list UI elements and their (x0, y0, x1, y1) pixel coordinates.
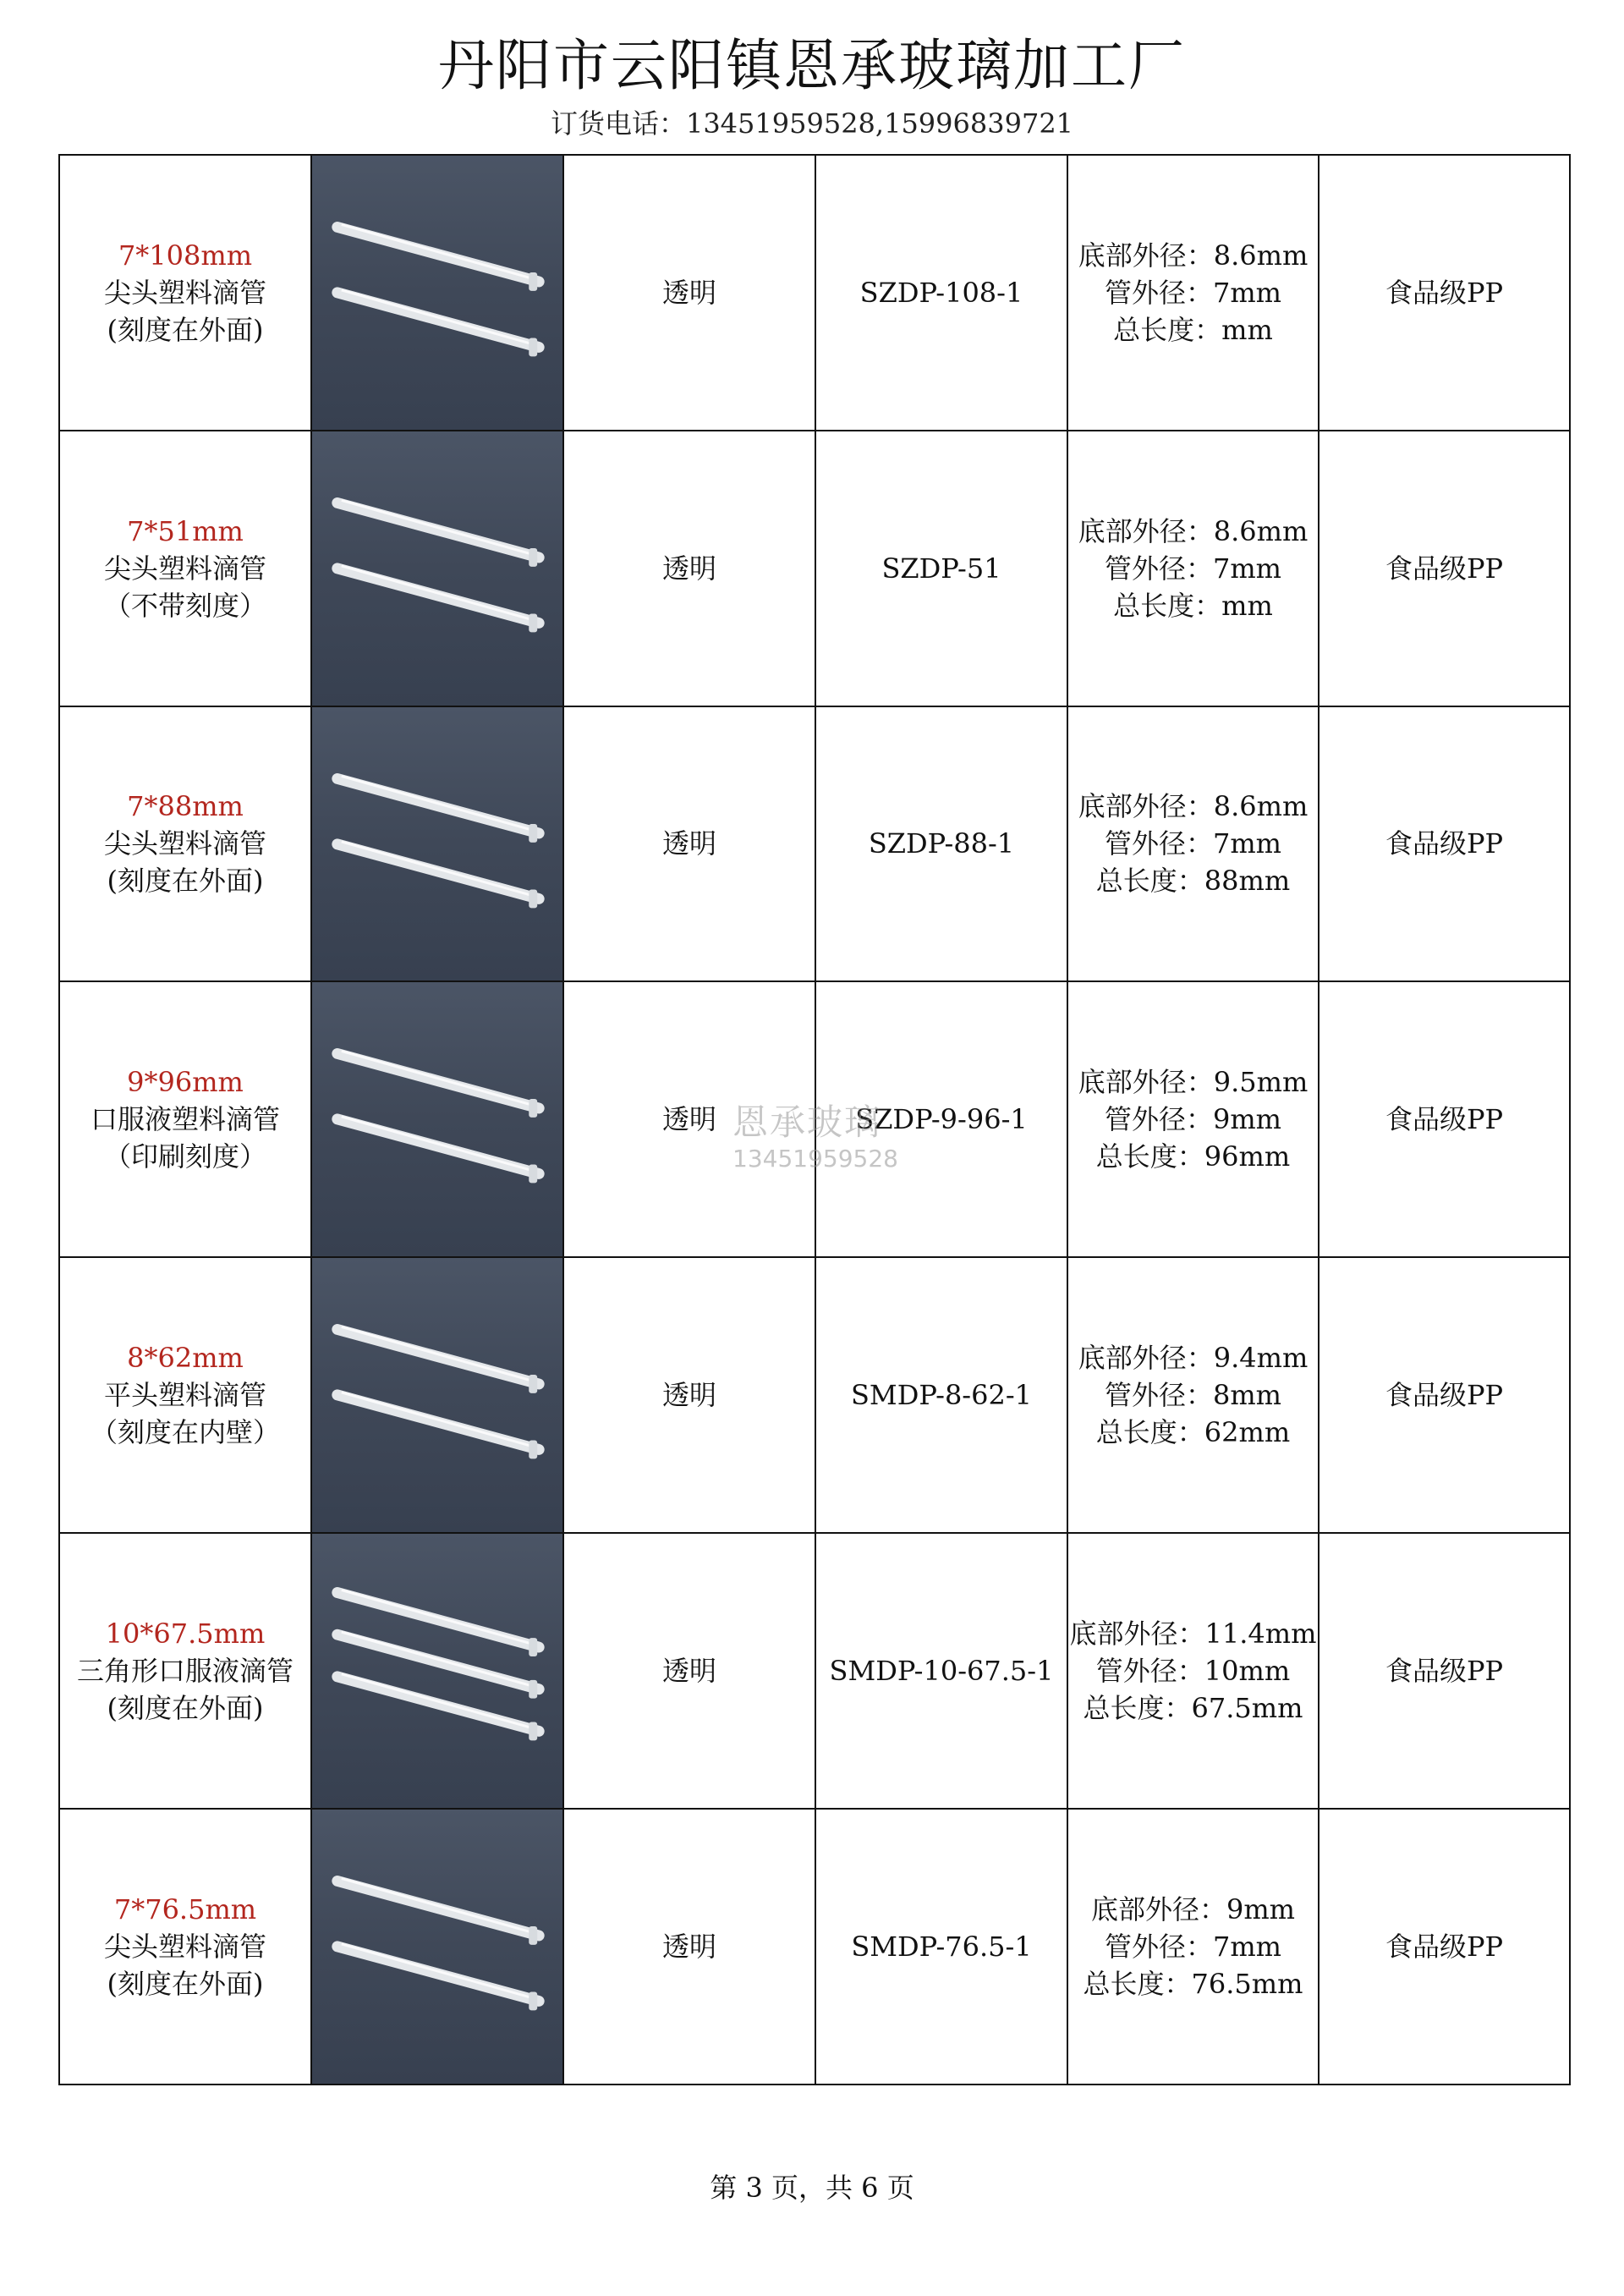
product-note: （刻度在内壁） (90, 1416, 280, 1449)
material-cell: 食品级PP (1319, 1533, 1570, 1809)
dropper-tube (337, 1944, 539, 2010)
dropper-tube (337, 500, 539, 566)
spec-line: 底部外径：9.5mm (1078, 1066, 1309, 1099)
product-name: 尖头塑料滴管 (103, 276, 266, 309)
spec-line: 总长度：96mm (1095, 1140, 1291, 1173)
spec-line: 总长度：67.5mm (1083, 1691, 1303, 1724)
material-cell: 食品级PP (1319, 1257, 1570, 1533)
product-note: （不带刻度） (103, 589, 266, 622)
dropper-tube (337, 1392, 539, 1458)
spec-line: 底部外径：9.4mm (1078, 1342, 1309, 1375)
product-name-cell (59, 1257, 311, 1533)
dropper-tube (337, 1878, 539, 1944)
color-cell: 透明 (563, 1533, 815, 1809)
dropper-tube (337, 1327, 539, 1393)
spec-line: 管外径：9mm (1104, 1103, 1282, 1136)
product-size: 7*51mm (127, 514, 244, 547)
material-cell: 食品级PP (1319, 431, 1570, 706)
table-row (59, 1809, 1570, 2085)
model-code-cell: SMDP-10-67.5-1 (815, 1533, 1067, 1809)
dropper-tube (337, 776, 539, 842)
product-size: 7*88mm (127, 790, 244, 823)
product-size: 8*62mm (127, 1342, 244, 1375)
model-code-cell: SMDP-76.5-1 (815, 1809, 1067, 2085)
spec-line: 总长度：62mm (1095, 1416, 1291, 1449)
product-name-cell (59, 1533, 311, 1809)
dropper-tube (337, 566, 539, 632)
spec-line: 管外径：7mm (1104, 827, 1282, 860)
spec-line: 总长度：76.5mm (1083, 1967, 1303, 2000)
table-row (59, 981, 1570, 1257)
spec-line: 底部外径：9mm (1090, 1892, 1296, 1925)
order-phone: 订货电话：13451959528,15996839721 (550, 107, 1074, 140)
table-row (59, 1533, 1570, 1809)
spec-line: 管外径：8mm (1104, 1379, 1282, 1412)
model-code-cell: SZDP-88-1 (815, 706, 1067, 982)
spec-line: 总长度：88mm (1095, 865, 1291, 898)
model-code-cell: SZDP-51 (815, 431, 1067, 706)
material-cell: 食品级PP (1319, 981, 1570, 1257)
color-cell: 透明 (563, 981, 815, 1257)
watermark-phone: 13451959528 (732, 1145, 898, 1173)
product-note: (刻度在外面) (107, 313, 264, 346)
dropper-tube (337, 290, 539, 356)
color-cell: 透明 (563, 1809, 815, 2085)
spec-cell (1067, 1809, 1319, 2085)
product-note: (刻度在外面) (107, 1967, 264, 2000)
model-code-cell: SMDP-8-62-1 (815, 1257, 1067, 1533)
spec-line: 总长度：mm (1113, 589, 1273, 622)
spec-cell (1067, 981, 1319, 1257)
product-photo (311, 1257, 563, 1533)
product-photo (311, 431, 563, 706)
table-row (59, 706, 1570, 982)
spec-line: 总长度：mm (1113, 313, 1273, 346)
product-name: 尖头塑料滴管 (103, 1930, 266, 1963)
dropper-tube (337, 842, 539, 908)
product-size: 9*96mm (127, 1066, 244, 1099)
spec-cell (1067, 1257, 1319, 1533)
spec-cell (1067, 706, 1319, 982)
product-size: 7*108mm (118, 239, 253, 272)
product-size: 10*67.5mm (105, 1617, 266, 1650)
color-cell: 透明 (563, 431, 815, 706)
product-photo (311, 155, 563, 431)
product-name: 平头塑料滴管 (103, 1379, 266, 1412)
color-cell: 透明 (563, 706, 815, 982)
spec-line: 底部外径：8.6mm (1078, 790, 1309, 823)
product-name-cell (59, 431, 311, 706)
spec-line: 底部外径：8.6mm (1078, 514, 1309, 547)
dropper-tube (337, 224, 539, 290)
product-size: 7*76.5mm (113, 1892, 257, 1925)
product-name-cell (59, 981, 311, 1257)
table-row (59, 1257, 1570, 1533)
color-cell: 透明 (563, 155, 815, 431)
product-name-cell (59, 155, 311, 431)
spec-line: 底部外径：8.6mm (1078, 239, 1309, 272)
product-note: （印刷刻度） (103, 1140, 266, 1173)
product-name: 口服液塑料滴管 (90, 1103, 280, 1136)
dropper-tube (337, 1052, 539, 1118)
material-cell: 食品级PP (1319, 1809, 1570, 2085)
product-photo (311, 981, 563, 1257)
table-row (59, 155, 1570, 431)
page-title: 丹阳市云阳镇恩承玻璃加工厂 (438, 33, 1186, 98)
spec-line: 底部外径：11.4mm (1069, 1617, 1317, 1650)
spec-line: 管外径：7mm (1104, 276, 1282, 309)
product-name: 尖头塑料滴管 (103, 827, 266, 860)
spec-line: 管外径：10mm (1095, 1654, 1291, 1687)
color-cell: 透明 (563, 1257, 815, 1533)
watermark-brand: 恩承玻璃 (732, 1101, 882, 1143)
material-cell: 食品级PP (1319, 706, 1570, 982)
spec-cell (1067, 155, 1319, 431)
product-note: (刻度在外面) (107, 1691, 264, 1724)
model-code-cell: SZDP-9-96-1 (815, 981, 1067, 1257)
spec-line: 管外径：7mm (1104, 1930, 1282, 1963)
product-photo (311, 706, 563, 982)
product-note: (刻度在外面) (107, 865, 264, 898)
product-name: 三角形口服液滴管 (76, 1654, 294, 1687)
spec-cell (1067, 431, 1319, 706)
product-name-cell (59, 1809, 311, 2085)
product-table (58, 154, 1571, 2085)
table-row (59, 431, 1570, 706)
product-photo (311, 1533, 563, 1809)
dropper-tube (337, 1117, 539, 1183)
model-code-cell: SZDP-108-1 (815, 155, 1067, 431)
product-name-cell (59, 706, 311, 982)
product-photo (311, 1809, 563, 2085)
spec-cell (1067, 1533, 1319, 1809)
spec-line: 管外径：7mm (1104, 552, 1282, 585)
product-name: 尖头塑料滴管 (103, 552, 266, 585)
page-number: 第 3 页，共 6 页 (710, 2172, 914, 2204)
material-cell: 食品级PP (1319, 155, 1570, 431)
